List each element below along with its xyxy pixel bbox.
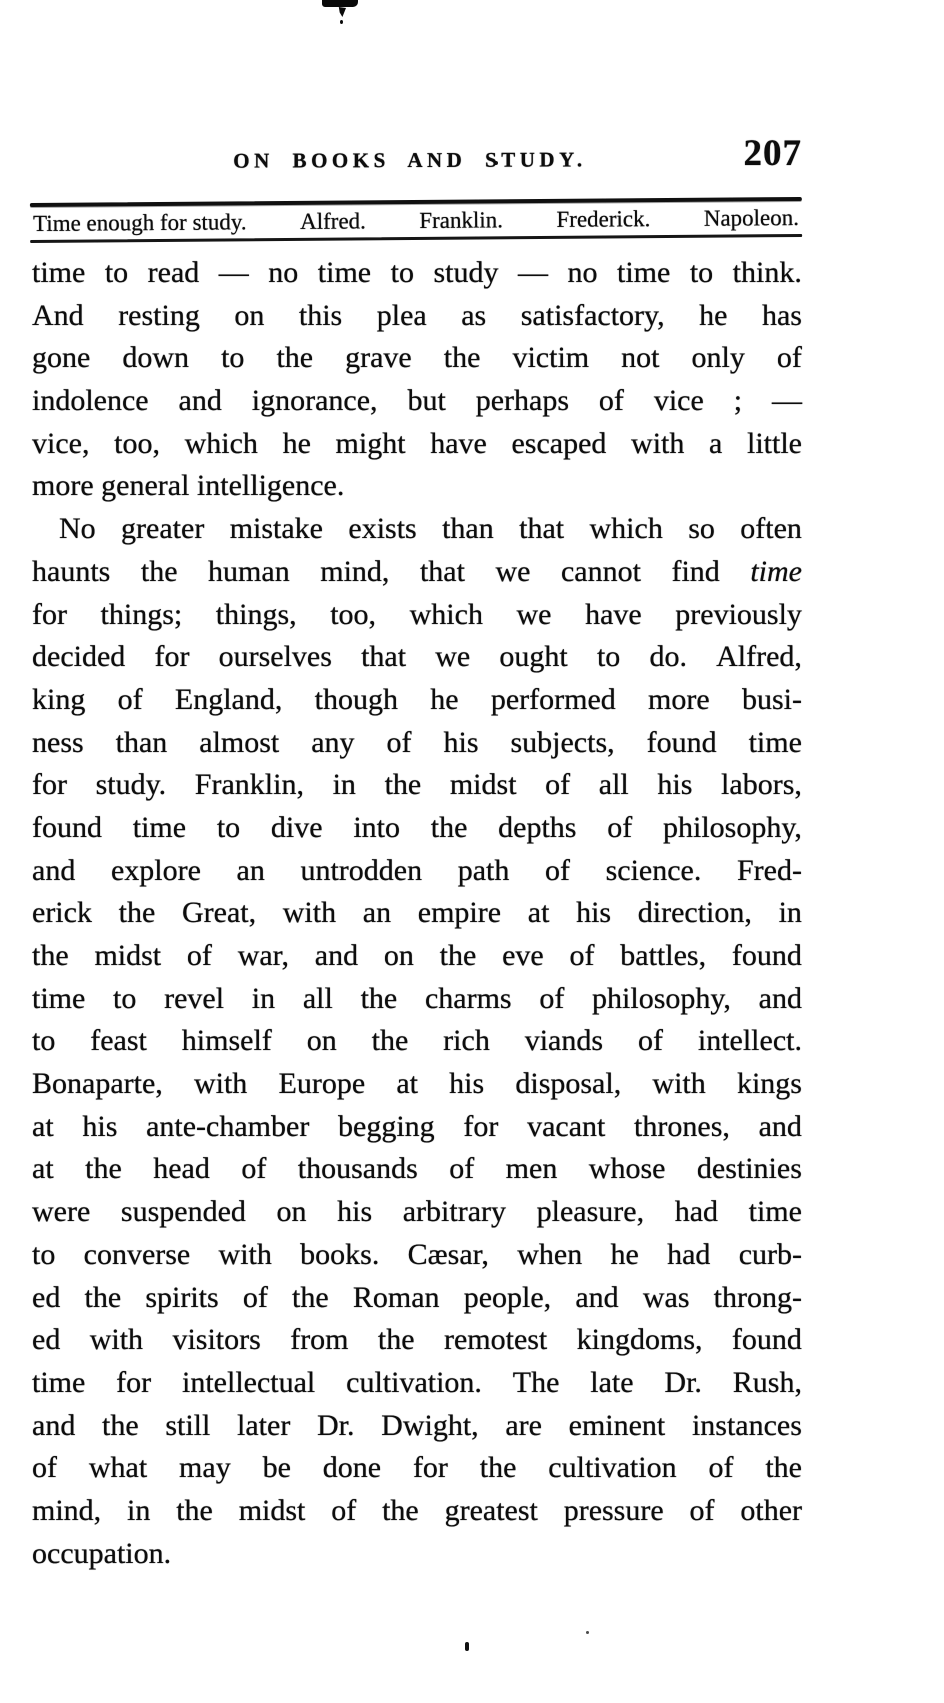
text-line: to feast himself on the rich viands of intellect. [32, 1024, 802, 1058]
text-line: more general intelligence. [32, 469, 345, 503]
chapter-title: ON BOOKS AND STUDY. [233, 147, 587, 173]
running-head-segment: Alfred. [299, 208, 366, 234]
text-line: haunts the human mind, that we cannot find time [32, 554, 802, 588]
text-line: Bonaparte, with Europe at his disposal, with kings [32, 1067, 802, 1101]
ink-speck [465, 1642, 469, 1651]
body-text [32, 252, 802, 1575]
text-line: gone down to the grave the victim not only of [32, 341, 802, 375]
running-head-segment: Napoleon. [703, 204, 800, 231]
ink-smudge [322, 0, 358, 7]
text-line: were suspended on his arbitrary pleasure, had time [32, 1195, 802, 1229]
text-line: ed the spirits of the Roman people, and was throng- [32, 1280, 802, 1314]
text-line: for study. Franklin, in the midst of all his labors, [32, 768, 802, 802]
text-line: found time to dive into the depths of philosophy, [32, 810, 802, 844]
running-head-segment: Frederick. [556, 206, 651, 232]
running-head-segment: Franklin. [419, 207, 504, 233]
text-line: ed with visitors from the remotest kingdoms, found [32, 1323, 802, 1357]
text-line: at the head of thousands of men whose destinies [32, 1152, 802, 1186]
text-line: the midst of war, and on the eve of battles, found [32, 939, 802, 972]
text-line: at his ante-chamber begging for vacant thrones, and [32, 1109, 802, 1143]
text-line: time for intellectual cultivation. The late Dr. Rush, [32, 1365, 802, 1399]
text-line: vice, too, which he might have escaped with a little [32, 426, 802, 460]
text-line: indolence and ignorance, but perhaps of vice ; — [32, 384, 802, 418]
ink-smudge-dot [340, 20, 343, 24]
page-header [32, 134, 802, 186]
text-line: ness than almost any of his subjects, found time [32, 725, 802, 759]
text-line: to converse with books. Cæsar, when he had curb- [32, 1237, 802, 1271]
text-line: time to read — no time to study — no time to think. [32, 256, 802, 289]
text-line: No greater mistake exists than that which so often [59, 512, 802, 546]
running-head-block [30, 197, 802, 243]
ink-speck [586, 1631, 589, 1634]
page-number: 207 [743, 133, 802, 174]
text-line: erick the Great, with an empire at his direction, in [32, 896, 802, 930]
text-line: king of England, though he performed more busi- [32, 682, 802, 716]
text-line: time to revel in all the charms of philosophy, and [32, 981, 802, 1015]
text-line: And resting on this plea as satisfactory, he has [32, 298, 802, 332]
running-head-segment: Time enough for study. [32, 209, 247, 237]
text-line: for things; things, too, which we have previously [32, 597, 802, 631]
text-line: occupation. [32, 1536, 172, 1570]
text-line: of what may be done for the cultivation of the [32, 1451, 802, 1485]
text-line: decided for ourselves that we ought to do. Alfred, [32, 640, 802, 674]
text-line: mind, in the midst of the greatest pressure of other [32, 1493, 802, 1527]
text-line: and the still later Dr. Dwight, are eminent instances [32, 1408, 802, 1442]
text-line: and explore an untrodden path of science. Fred- [32, 853, 802, 887]
ink-smudge-tail [337, 7, 346, 17]
